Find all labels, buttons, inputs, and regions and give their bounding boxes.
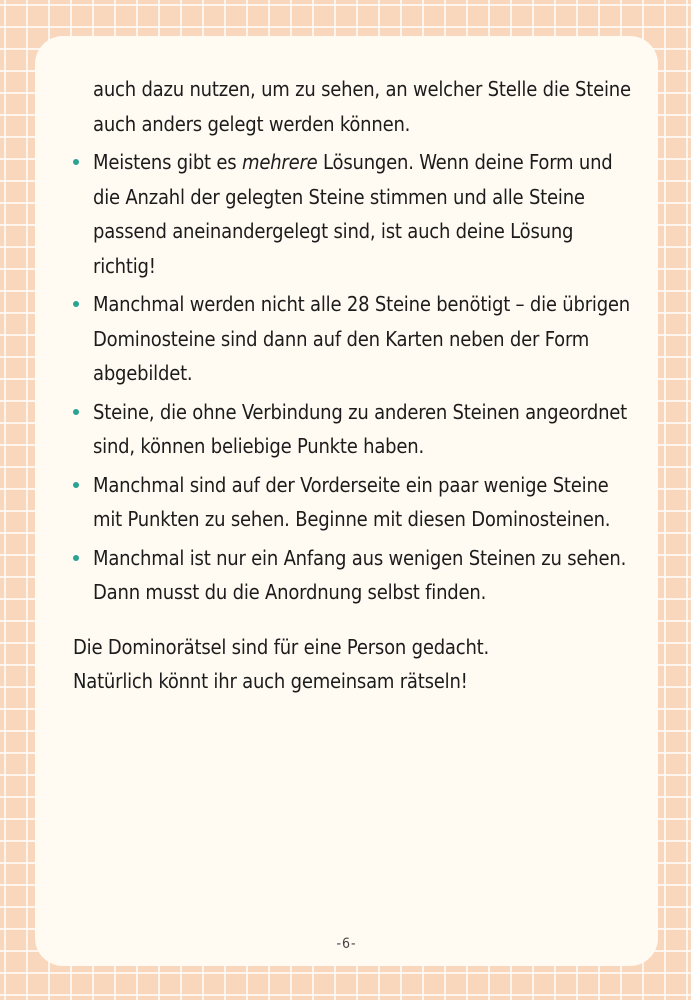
bullet-dot-icon xyxy=(73,555,79,561)
tips-list xyxy=(73,145,633,610)
bullet-dot-icon xyxy=(73,159,79,165)
bullet-dot-icon xyxy=(73,482,79,488)
page-number: -6- xyxy=(336,936,357,952)
intro-continuation: auch dazu nutzen, um zu sehen, an welcher Stelle die Steine auch anders gelegt werden können. xyxy=(93,77,631,136)
closing-line-2: Natürlich könnt ihr auch gemeinsam rätseln! xyxy=(73,669,468,693)
tip-item: Meistens gibt es mehrere Lösungen. Wenn deine Form und die Anzahl der gelegten Steine stimmen und alle Steine passend aneinandergelegt sind, ist auch deine Lösung richtig! xyxy=(73,145,633,283)
bullet-dot-icon xyxy=(73,409,79,415)
page-card xyxy=(35,36,658,966)
tip-item: Manchmal sind auf der Vorderseite ein paar wenige Steine mit Punkten zu sehen. Beginne mit diesen Dominosteinen. xyxy=(73,468,633,537)
closing-paragraph xyxy=(73,630,633,699)
tip-item: Steine, die ohne Verbindung zu anderen Steinen angeordnet sind, können beliebige Punkte haben. xyxy=(73,395,633,464)
emphasis-text: mehrere xyxy=(241,150,318,174)
bullet-dot-icon xyxy=(73,301,79,307)
closing-line-1: Die Dominorätsel sind für eine Person gedacht. xyxy=(73,634,490,659)
tip-item: Manchmal ist nur ein Anfang aus wenigen Steinen zu sehen. Dann musst du die Anordnung selbst finden. xyxy=(73,541,633,610)
instructions-text xyxy=(73,72,633,699)
tip-item: Manchmal werden nicht alle 28 Steine benötigt – die übrigen Dominosteine sind dann auf den Karten neben der Form abgebildet. xyxy=(73,287,633,391)
